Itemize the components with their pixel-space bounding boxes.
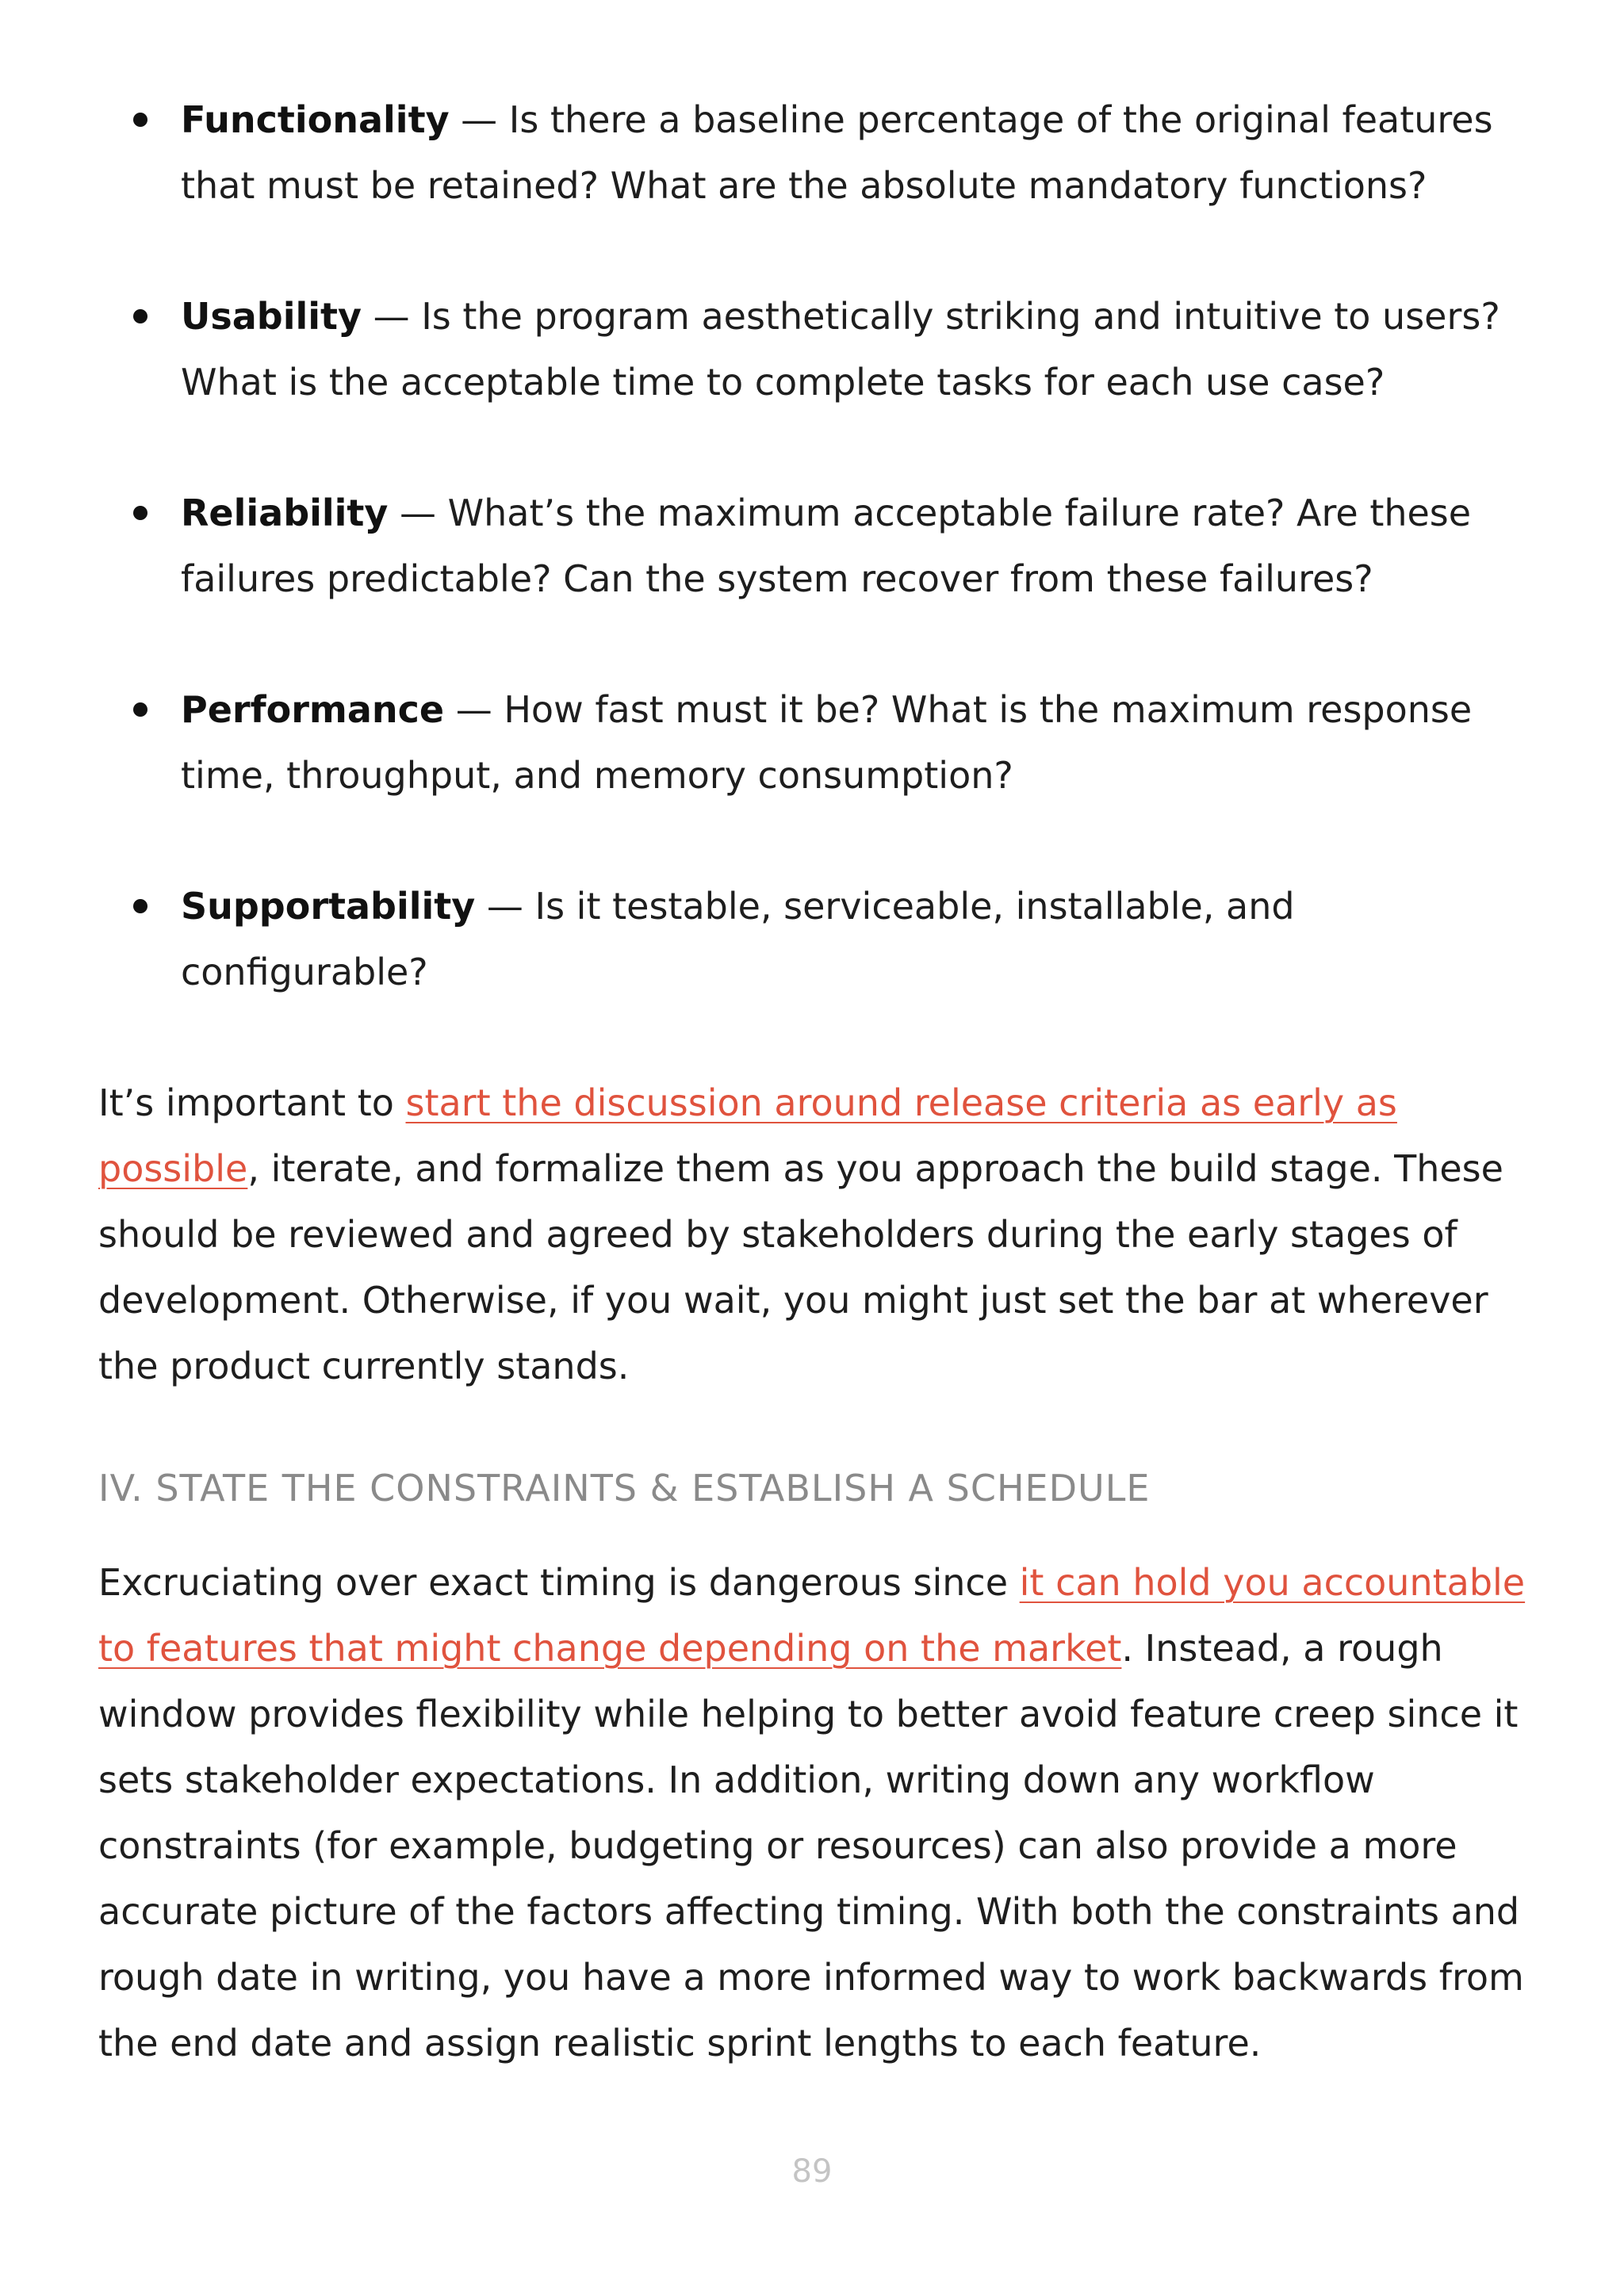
- paragraph-text: It’s important to: [98, 1081, 406, 1124]
- criterion-term: Usability: [181, 295, 362, 338]
- release-criteria-link[interactable]: start the discussion around release criteria as early as possible: [98, 1081, 1397, 1190]
- list-item: [98, 87, 1542, 219]
- release-criteria-paragraph: [98, 1070, 1542, 1399]
- bullet-icon: [133, 702, 147, 717]
- bullet-icon: [133, 309, 147, 323]
- list-item: [98, 677, 1542, 809]
- criterion-description: — What’s the maximum acceptable failure rate? Are these failures predictable? Can the system recover from these failures?: [181, 492, 1472, 600]
- criterion-description: — Is it testable, serviceable, installable, and configurable?: [181, 885, 1295, 993]
- criterion-term: Performance: [181, 688, 445, 731]
- page-content: [98, 87, 1542, 2076]
- criterion-term: Reliability: [181, 492, 389, 534]
- schedule-paragraph: [98, 1550, 1542, 2076]
- section-heading: IV. STATE THE CONSTRAINTS & ESTABLISH A SCHEDULE: [98, 1467, 1151, 1510]
- bullet-icon: [133, 506, 147, 520]
- accountable-features-link[interactable]: it can hold you accountable to features that might change depending on the market: [98, 1561, 1526, 1670]
- paragraph-text: . Instead, a rough window provides flexibility while helping to better avoid feature creep since it sets stakeholder expectations. In addition, writing down any workflow constraints (for example, budgeting or resources) can also provide a more accurate picture of the factors affecting timing. With both the constraints and rough date in writing, you have a more informed way to work backwards from the end date and assign realistic sprint lengths to each feature.: [98, 1627, 1524, 2064]
- criterion-description: — Is the program aesthetically striking and intuitive to users? What is the acceptable time to complete tasks for each use case?: [181, 295, 1500, 404]
- page-number: 89: [791, 2153, 833, 2190]
- criterion-description: — How fast must it be? What is the maximum response time, throughput, and memory consumption?: [181, 688, 1473, 797]
- criterion-term: Supportability: [181, 885, 476, 928]
- list-item: [98, 874, 1542, 1005]
- criterion-term: Functionality: [181, 98, 450, 141]
- list-item: [98, 480, 1542, 612]
- paragraph-text: Excruciating over exact timing is dangerous since: [98, 1561, 1020, 1604]
- list-item: [98, 284, 1542, 415]
- paragraph-text: , iterate, and formalize them as you approach the build stage. These should be reviewed and agreed by stakeholders during the early stages of development. Otherwise, if you wait, you might just set the bar at wherever the product currently stands.: [98, 1147, 1503, 1387]
- criterion-description: — Is there a baseline percentage of the original features that must be retained? What are the absolute mandatory functions?: [181, 98, 1493, 207]
- bullet-icon: [133, 899, 147, 913]
- bullet-icon: [133, 113, 147, 127]
- release-criteria-list: [98, 87, 1542, 1005]
